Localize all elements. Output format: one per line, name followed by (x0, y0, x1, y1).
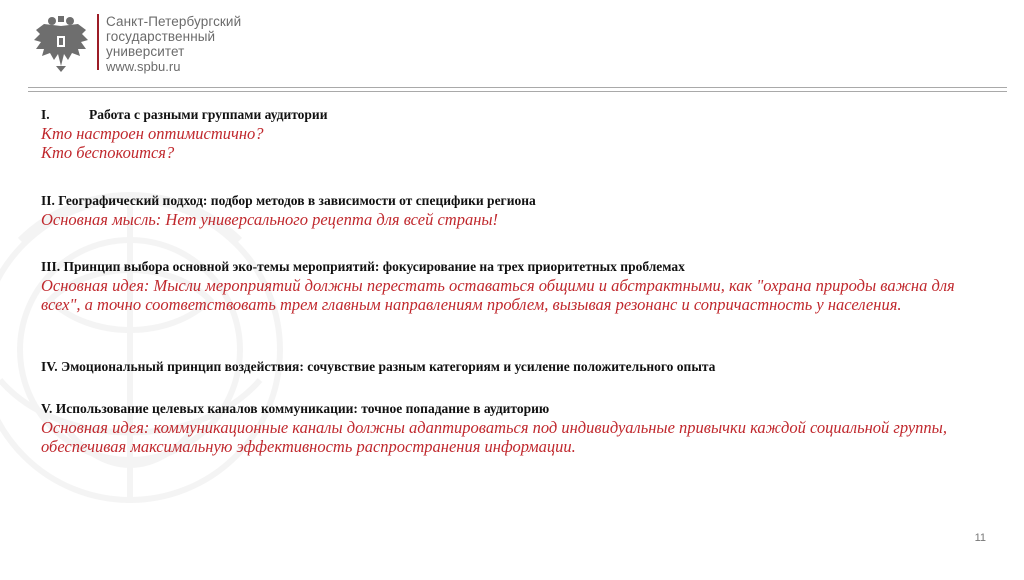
section-3-heading: III. Принцип выбора основной эко-темы мероприятий: фокусирование на трех приоритетных проблемах (41, 259, 685, 274)
section-3-note-1: Основная идея: Мысли мероприятий должны перестать оставаться общими и абстрактными, как "охрана природы важна для всех", а точно соответствовать трем главным направлениям проблем, вызывая резонанс и сопричастность у населения. (41, 276, 955, 314)
header-divider (97, 14, 99, 70)
page-number: 11 (974, 532, 986, 544)
university-name-line-2: государственный (106, 29, 216, 44)
university-eagle-logo-icon (30, 12, 92, 74)
section-1-number: I. (41, 107, 50, 122)
emblem-watermark-icon (0, 120, 300, 580)
section-4 (41, 358, 981, 376)
section-5-heading: V. Использование целевых каналов коммуникации: точное попадание в аудиторию (41, 401, 550, 416)
university-name-block (106, 14, 241, 74)
section-2 (41, 192, 981, 229)
section-2-heading: II. Географический подход: подбор методов в зависимости от специфики региона (41, 193, 536, 208)
university-website: www.spbu.ru (106, 59, 181, 74)
header-rule-top (28, 87, 1007, 88)
section-5-note-1: Основная идея: коммуникационные каналы должны адаптироваться под индивидуальные привычки каждой социальной группы, обеспечивая максимальную эффективность распространения информации. (41, 418, 947, 456)
section-1-title: Работа с разными группами аудитории (89, 107, 328, 122)
section-5 (41, 400, 981, 456)
section-1 (41, 106, 981, 162)
section-1-note-2: Кто беспокоится? (41, 143, 175, 162)
section-3 (41, 258, 981, 314)
university-name-line-1: Санкт-Петербургский (106, 14, 242, 29)
header-rule-bottom (28, 91, 1007, 92)
section-1-note-1: Кто настроен оптимистично? (41, 124, 264, 143)
section-2-note-1: Основная мысль: Нет универсального рецепта для всей страны! (41, 210, 499, 229)
section-4-heading: IV. Эмоциональный принцип воздействия: сочувствие разным категориям и усиление положительного опыта (41, 359, 716, 374)
university-name-line-3: университет (106, 44, 185, 59)
section-1-heading (41, 106, 981, 124)
